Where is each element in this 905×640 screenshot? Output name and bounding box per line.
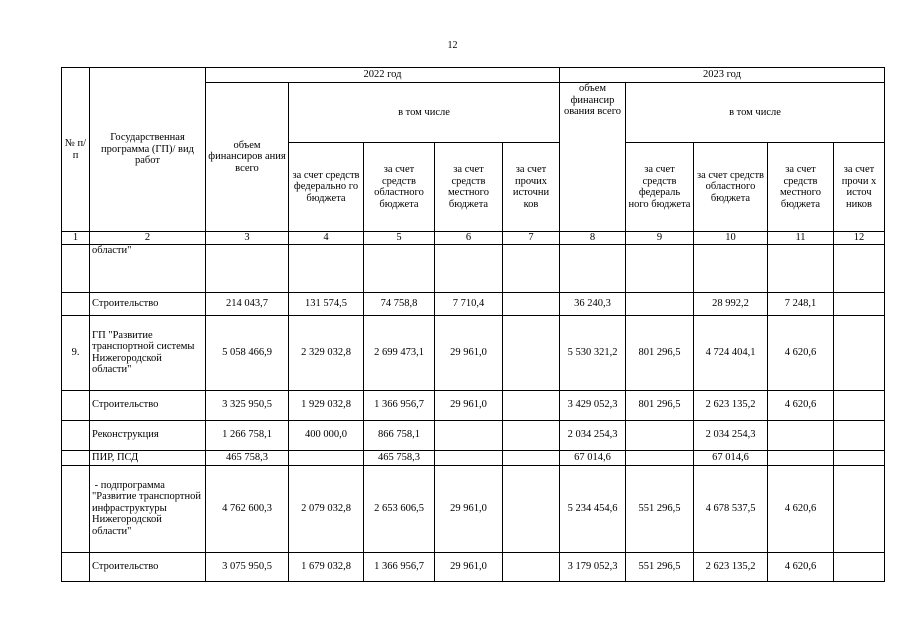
table-row [62, 315, 885, 390]
cell-local-2023: 4 620,6 [768, 390, 834, 420]
cell-total-2023 [560, 244, 626, 292]
cell-federal-2023 [626, 450, 694, 465]
column-number: 12 [834, 232, 885, 245]
column-number: 5 [364, 232, 435, 245]
header-local-2023: за счет средств местного бюджета [768, 143, 834, 232]
cell-other-2023 [834, 390, 885, 420]
cell-other-2022 [503, 244, 560, 292]
header-including-2022: в том числе [289, 83, 560, 143]
cell-regional-2022: 465 758,3 [364, 450, 435, 465]
cell-other-2023 [834, 292, 885, 315]
page-number: 12 [447, 40, 458, 51]
cell-other-2022 [503, 450, 560, 465]
row-number [62, 450, 90, 465]
cell-regional-2022: 1 366 956,7 [364, 390, 435, 420]
cell-other-2023 [834, 315, 885, 390]
header-federal-2022: за счет средств федерально го бюджета [289, 143, 364, 232]
cell-regional-2023: 2 034 254,3 [694, 420, 768, 450]
cell-regional-2023: 67 014,6 [694, 450, 768, 465]
table-row [62, 292, 885, 315]
cell-total-2022: 4 762 600,3 [206, 465, 289, 552]
cell-other-2023 [834, 450, 885, 465]
cell-total-2022: 214 043,7 [206, 292, 289, 315]
column-number: 10 [694, 232, 768, 245]
header-regional-2022: за счет средств областного бюджета [364, 143, 435, 232]
column-number: 3 [206, 232, 289, 245]
header-year-2023: 2023 год [560, 68, 885, 83]
cell-local-2023: 7 248,1 [768, 292, 834, 315]
table-row [62, 420, 885, 450]
row-name: - подпрограмма "Развитие транспортной инфраструктуры Нижегородской области" [90, 465, 206, 552]
cell-other-2022 [503, 552, 560, 581]
header-including-2023: в том числе [626, 83, 885, 143]
table-row [62, 450, 885, 465]
cell-local-2022: 29 961,0 [435, 390, 503, 420]
header-program: Государственная программа (ГП)/ вид работ [90, 68, 206, 232]
column-number: 9 [626, 232, 694, 245]
header-total-2022: объем финансиров ания всего [206, 83, 289, 232]
cell-local-2023 [768, 244, 834, 292]
cell-federal-2022: 131 574,5 [289, 292, 364, 315]
cell-other-2023 [834, 244, 885, 292]
cell-federal-2023: 551 296,5 [626, 465, 694, 552]
cell-other-2022 [503, 465, 560, 552]
cell-other-2022 [503, 315, 560, 390]
row-number [62, 390, 90, 420]
table-row [62, 465, 885, 552]
cell-local-2022 [435, 420, 503, 450]
cell-federal-2023 [626, 244, 694, 292]
cell-local-2022 [435, 244, 503, 292]
cell-other-2023 [834, 552, 885, 581]
cell-federal-2022 [289, 450, 364, 465]
table-row [62, 390, 885, 420]
cell-local-2023: 4 620,6 [768, 465, 834, 552]
cell-regional-2022 [364, 244, 435, 292]
cell-local-2022: 7 710,4 [435, 292, 503, 315]
cell-total-2022: 3 325 950,5 [206, 390, 289, 420]
column-number: 6 [435, 232, 503, 245]
cell-regional-2023: 4 678 537,5 [694, 465, 768, 552]
cell-total-2023: 3 179 052,3 [560, 552, 626, 581]
row-name: области" [90, 244, 206, 292]
cell-local-2022: 29 961,0 [435, 315, 503, 390]
cell-federal-2023 [626, 420, 694, 450]
header-num: № п/п [62, 68, 90, 232]
row-number [62, 292, 90, 315]
row-number [62, 420, 90, 450]
cell-other-2023 [834, 420, 885, 450]
cell-federal-2023: 801 296,5 [626, 390, 694, 420]
cell-regional-2022: 74 758,8 [364, 292, 435, 315]
cell-federal-2022: 1 679 032,8 [289, 552, 364, 581]
cell-other-2022 [503, 390, 560, 420]
cell-local-2023: 4 620,6 [768, 315, 834, 390]
cell-regional-2023 [694, 244, 768, 292]
cell-total-2022: 1 266 758,1 [206, 420, 289, 450]
cell-regional-2023: 2 623 135,2 [694, 390, 768, 420]
column-number: 2 [90, 232, 206, 245]
column-number: 11 [768, 232, 834, 245]
header-other-2023: за счет прочи х источ ников [834, 143, 885, 232]
cell-other-2022 [503, 420, 560, 450]
row-number [62, 244, 90, 292]
row-number: 9. [62, 315, 90, 390]
row-name: Строительство [90, 390, 206, 420]
cell-federal-2022 [289, 244, 364, 292]
cell-local-2022: 29 961,0 [435, 552, 503, 581]
cell-local-2023: 4 620,6 [768, 552, 834, 581]
cell-federal-2022: 2 079 032,8 [289, 465, 364, 552]
cell-total-2023: 3 429 052,3 [560, 390, 626, 420]
cell-local-2023 [768, 420, 834, 450]
row-name: ГП "Развитие транспортной системы Нижегородской области" [90, 315, 206, 390]
header-local-2022: за счет средств местного бюджета [435, 143, 503, 232]
cell-other-2022 [503, 292, 560, 315]
table-row [62, 552, 885, 581]
column-number-row [62, 232, 885, 245]
row-name: Реконструкция [90, 420, 206, 450]
cell-local-2022: 29 961,0 [435, 465, 503, 552]
header-other-2022: за счет прочих источни ков [503, 143, 560, 232]
cell-regional-2022: 2 699 473,1 [364, 315, 435, 390]
financing-table [61, 67, 885, 582]
column-number: 8 [560, 232, 626, 245]
row-name: Строительство [90, 552, 206, 581]
cell-regional-2022: 866 758,1 [364, 420, 435, 450]
cell-regional-2023: 28 992,2 [694, 292, 768, 315]
header-total-2023: объем финансир ования всего [560, 83, 626, 232]
cell-total-2022: 5 058 466,9 [206, 315, 289, 390]
column-number: 7 [503, 232, 560, 245]
cell-other-2023 [834, 465, 885, 552]
cell-total-2022: 465 758,3 [206, 450, 289, 465]
cell-federal-2023: 551 296,5 [626, 552, 694, 581]
cell-federal-2022: 400 000,0 [289, 420, 364, 450]
row-name: ПИР, ПСД [90, 450, 206, 465]
cell-regional-2022: 1 366 956,7 [364, 552, 435, 581]
header-year-2022: 2022 год [206, 68, 560, 83]
cell-total-2023: 36 240,3 [560, 292, 626, 315]
column-number: 1 [62, 232, 90, 245]
cell-federal-2023 [626, 292, 694, 315]
cell-federal-2022: 2 329 032,8 [289, 315, 364, 390]
table-row [62, 244, 885, 292]
cell-federal-2022: 1 929 032,8 [289, 390, 364, 420]
cell-local-2023 [768, 450, 834, 465]
row-name: Строительство [90, 292, 206, 315]
cell-federal-2023: 801 296,5 [626, 315, 694, 390]
cell-regional-2023: 2 623 135,2 [694, 552, 768, 581]
column-number: 4 [289, 232, 364, 245]
header-federal-2023: за счет средств федераль ного бюджета [626, 143, 694, 232]
row-number [62, 465, 90, 552]
cell-total-2023: 5 234 454,6 [560, 465, 626, 552]
cell-total-2022: 3 075 950,5 [206, 552, 289, 581]
cell-local-2022 [435, 450, 503, 465]
cell-total-2023: 2 034 254,3 [560, 420, 626, 450]
cell-regional-2022: 2 653 606,5 [364, 465, 435, 552]
cell-regional-2023: 4 724 404,1 [694, 315, 768, 390]
cell-total-2022 [206, 244, 289, 292]
row-number [62, 552, 90, 581]
cell-total-2023: 67 014,6 [560, 450, 626, 465]
header-regional-2023: за счет средств областного бюджета [694, 143, 768, 232]
cell-total-2023: 5 530 321,2 [560, 315, 626, 390]
